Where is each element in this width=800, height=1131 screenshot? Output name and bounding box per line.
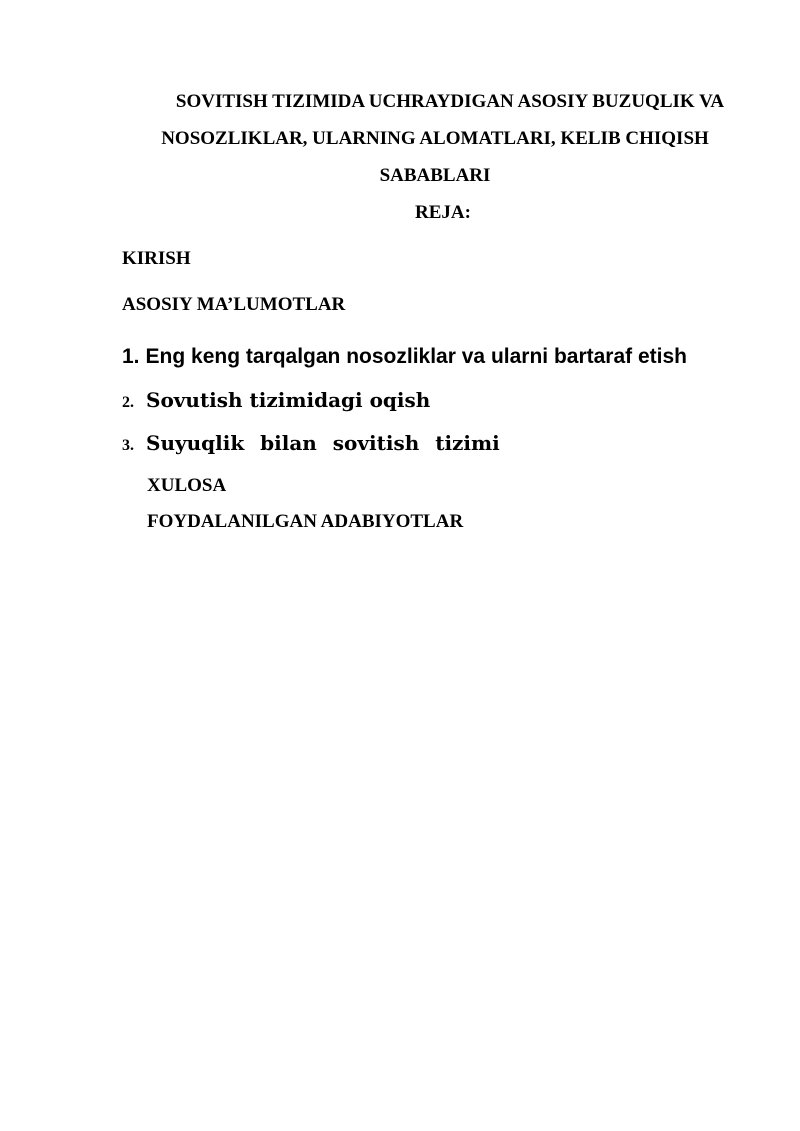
title-line-2: NOSOZLIKLAR, ULARNING ALOMATLARI, KELIB CHIQISH — [161, 128, 709, 149]
plan-item-2 — [122, 388, 430, 412]
title-line-1: SOVITISH TIZIMIDA UCHRAYDIGAN ASOSIY BUZUQLIK VA — [175, 91, 725, 112]
references-heading: FOYDALANILGAN ADABIYOTLAR — [147, 511, 464, 532]
plan-item-number: 3. — [122, 437, 134, 454]
title-line-3: SABABLARI — [379, 165, 491, 186]
plan-item-3 — [122, 431, 500, 455]
plan-item-text: Sovutish tizimidagi oqish — [146, 388, 431, 412]
plan-item-number: 2. — [122, 394, 134, 411]
plan-item-text: Eng keng tarqalgan nosozliklar va ularni bartaraf etish — [145, 345, 687, 368]
document-title — [100, 83, 770, 194]
conclusion-heading: XULOSA — [147, 475, 227, 496]
plan-heading: REJA: — [415, 202, 471, 223]
plan-item-text: Suyuqlik bilan sovitish tizimi — [146, 431, 500, 455]
main-section-heading: ASOSIY MA’LUMOTLAR — [122, 294, 346, 315]
plan-item-number: 1. — [122, 345, 140, 368]
plan-item-1 — [122, 345, 687, 369]
intro-heading: KIRISH — [122, 248, 191, 269]
